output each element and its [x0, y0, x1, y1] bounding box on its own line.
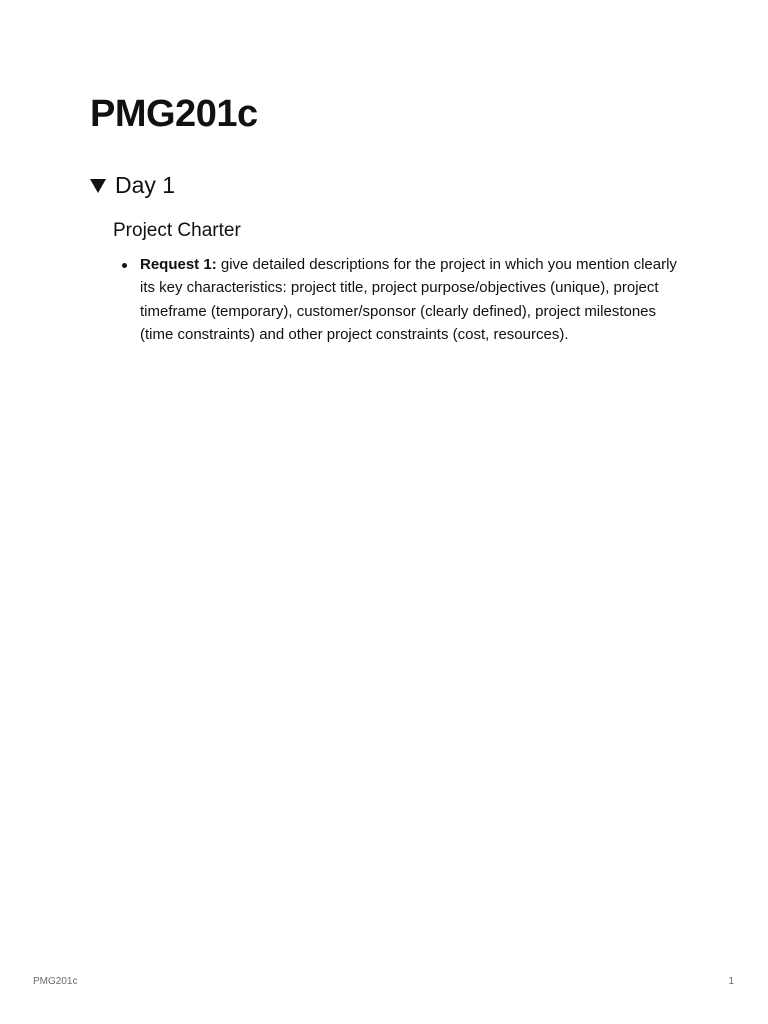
- toggle-label: Day 1: [115, 172, 176, 198]
- section-heading: Project Charter: [113, 220, 241, 241]
- bullet-list: [113, 253, 683, 346]
- toggle-day-1[interactable]: [90, 169, 175, 201]
- page-title: PMG201c: [90, 93, 258, 135]
- footer-page-number: 1: [728, 976, 734, 987]
- bullet-item-label: Request 1:: [140, 256, 217, 273]
- footer-doc-name: PMG201c: [33, 976, 78, 987]
- bullet-dot: [122, 263, 127, 268]
- triangle-down-icon[interactable]: [90, 179, 106, 193]
- bullet-item-text: give detailed descriptions for the project in which you mention clearly its key characteristics: project title, project purpose/objectives (unique), project timeframe (temporary), customer/sponsor (clearly defined), project milestones (time constraints) and other project constraints (cost, resources).: [140, 256, 677, 343]
- list-item: [113, 253, 683, 346]
